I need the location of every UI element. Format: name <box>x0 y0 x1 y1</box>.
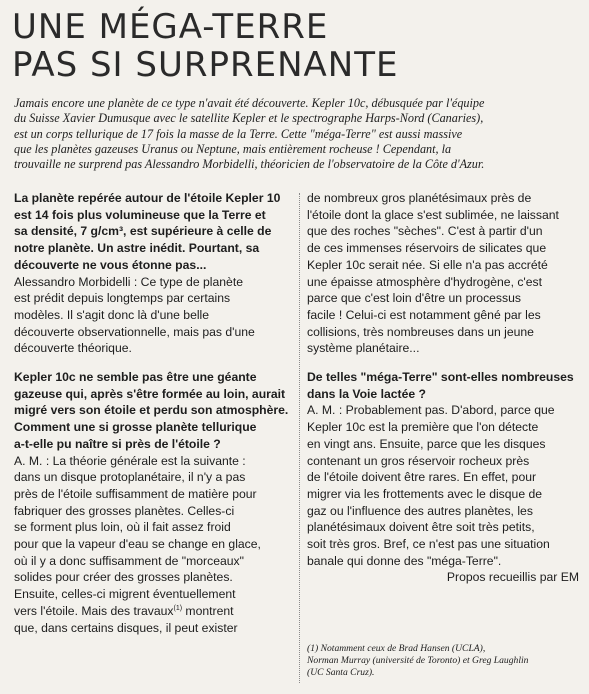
intro-line: est un corps tellurique de 17 fois la masse de la Terre. Cette "méga-Terre" est aussi massive <box>14 126 463 141</box>
footnote-line: Norman Murray (université de Toronto) et Greg Laughlin <box>307 655 529 666</box>
answer-line: migrer via les frottements avec le disque de <box>307 486 543 501</box>
answer-line: de ces immenses réservoirs de silicates que <box>307 241 547 256</box>
answer-line: de l'étoile doivent être rares. En effet, pour <box>307 470 537 485</box>
answer-line: découverte observationnelle, mais pas d'une <box>14 324 255 339</box>
question-3 <box>307 369 579 402</box>
answer-line: Kepler 10c est la première que l'on détecte <box>307 420 539 435</box>
answer-line: parce que c'est loin d'être un processus <box>307 291 521 306</box>
answer-line: solides pour créer des grosses planètes. <box>14 570 233 585</box>
question-line: La planète repérée autour de l'étoile Kepler 10 <box>14 191 281 205</box>
article-title <box>12 8 577 84</box>
answer-line: dans un disque protoplanétaire, il n'y a pas <box>14 470 246 485</box>
answer-line: fabriquer des grosses planètes. Celles-ci <box>14 503 235 518</box>
answer-line: facile ! Celui-ci est notamment gêné par les <box>307 307 541 322</box>
answer-line: gaz ou l'influence des autres planètes, les <box>307 503 533 518</box>
title-line-2: PAS SI SURPRENANTE <box>12 45 399 85</box>
answer-line: l'étoile dont la glace s'est sublimée, ne laissant <box>307 207 559 222</box>
question-line: gazeuse qui, après s'être formée au loin, aurait <box>14 386 286 401</box>
answer-line: A. M. : La théorie générale est la suivante : <box>14 453 246 468</box>
answer-line: système planétaire... <box>307 341 420 356</box>
answer-line: que des roches "sèches". C'est à partir d'un <box>307 224 543 239</box>
question-line: est 14 fois plus volumineuse que la Terre et <box>14 207 266 222</box>
footnote-reference: (1) <box>173 604 183 612</box>
answer-line: pour que la vapeur d'eau se change en glace, <box>14 537 261 552</box>
answer-line: Alessandro Morbidelli : Ce type de planète <box>14 274 243 289</box>
question-2 <box>14 369 294 453</box>
question-line: notre planète. Un astre inédit. Pourtant, sa <box>14 241 260 256</box>
answer-line: une épaisse atmosphère d'hydrogène, c'est <box>307 274 543 289</box>
column-divider <box>299 193 300 683</box>
footnote-line: (1) Notamment ceux de Brad Hansen (UCLA), <box>307 643 486 654</box>
question-line: De telles "méga-Terre" sont-elles nombreuses <box>307 370 574 385</box>
intro-line: du Suisse Xavier Dumusque avec le satellite Kepler et le spectrographe Harps-Nord (Canaries), <box>14 111 484 126</box>
intro-line: que les planètes gazeuses Uranus ou Neptune, mais entièrement rocheuse ! Cependant, la <box>14 141 452 156</box>
right-column <box>307 190 579 586</box>
answer-line: Kepler 10c serait née. Si elle n'a pas accrété <box>307 257 548 272</box>
title-line-1: UNE MÉGA-TERRE <box>12 7 329 47</box>
answer-line: près de l'étoile suffisamment de matière pour <box>14 486 257 501</box>
answer-line: que, dans certains disques, il peut exister <box>14 620 238 635</box>
answer-line: est prédit depuis longtemps par certains <box>14 291 231 306</box>
answer-line: se forment plus loin, où il fait assez froid <box>14 520 231 535</box>
left-column <box>14 190 294 636</box>
answer-line: Ensuite, celles-ci migrent éventuellement <box>14 587 236 602</box>
question-1 <box>14 190 294 274</box>
footnote-line: (UC Santa Cruz). <box>307 667 375 678</box>
answer-text: vers l'étoile. Mais des travaux <box>14 603 174 618</box>
answer-2-continued <box>307 190 579 357</box>
intro-line: Jamais encore une planète de ce type n'avait été découverte. Kepler 10c, débusquée par l'équipe <box>14 96 485 110</box>
question-line: sa densité, 7 g/cm³, est supérieure à celle de <box>14 224 272 239</box>
answer-line: où il y a donc suffisamment de "morceaux" <box>14 553 244 568</box>
answer-line-with-footnote <box>14 603 294 620</box>
question-line: migré vers son étoile et perdu son atmosphère. <box>14 403 289 418</box>
answer-line: soit très gros. Bref, ce n'est pas une situation <box>307 537 550 552</box>
answer-line: de nombreux gros planétésimaux près de <box>307 191 532 205</box>
answer-line: modèles. Il s'agit donc là d'une belle <box>14 307 210 322</box>
answer-line: contenant un gros réservoir rocheux près <box>307 453 530 468</box>
answer-1 <box>14 274 294 358</box>
signature: Propos recueillis par EM <box>446 570 579 585</box>
answer-line: en vingt ans. Ensuite, parce que les disques <box>307 436 546 451</box>
answer-2 <box>14 453 294 637</box>
answer-line: planétésimaux doivent être soit très petits, <box>307 520 535 535</box>
question-line: Kepler 10c ne semble pas être une géante <box>14 370 257 385</box>
answer-line: banale qui donne des "méga-Terre". <box>307 553 502 568</box>
answer-line: découverte théorique. <box>14 341 132 356</box>
intro-paragraph <box>14 96 576 172</box>
answer-line: A. M. : Probablement pas. D'abord, parce que <box>307 403 555 418</box>
footnote <box>307 643 577 679</box>
question-line: dans la Voie lactée ? <box>307 386 426 401</box>
question-line: a-t-elle pu naître si près de l'étoile ? <box>14 436 221 451</box>
answer-line: collisions, très nombreuses dans un jeune <box>307 324 534 339</box>
intro-line: trouvaille ne surprend pas Alessandro Morbidelli, théoricien de l'observatoire de la Côte d'Azur. <box>14 157 485 172</box>
answer-text: montrent <box>182 603 234 618</box>
question-line: Comment une si grosse planète tellurique <box>14 420 257 435</box>
question-line: découverte ne vous étonne pas... <box>14 257 207 272</box>
answer-3 <box>307 402 579 569</box>
